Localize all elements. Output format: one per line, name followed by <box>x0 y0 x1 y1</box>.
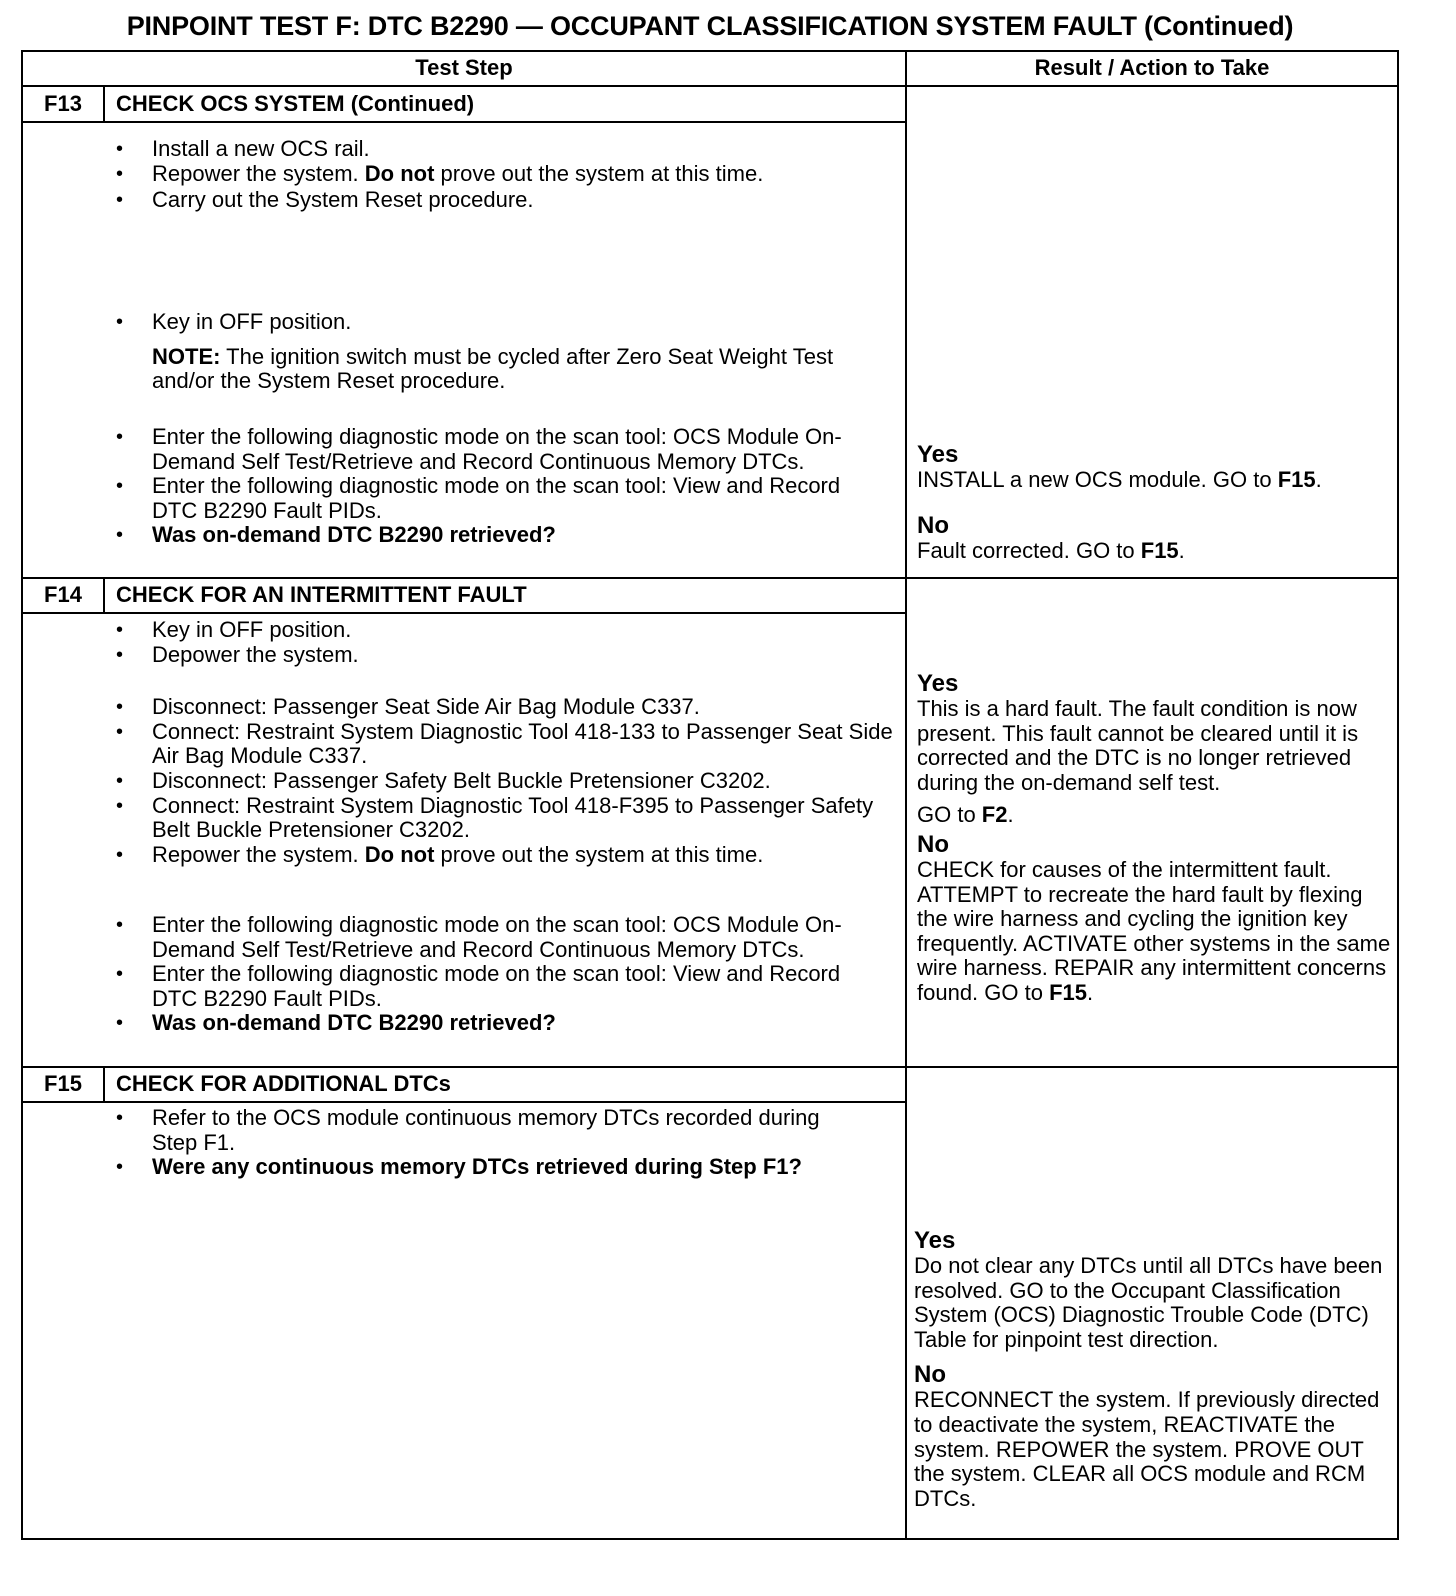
result-no-text: RECONNECT the system. If previously directed to deactivate the system, REACTIVATE the system. REPOWER the system. PROVE OUT the system. CLEAR all OCS module and RCM DTCs. <box>914 1387 1380 1511</box>
list-item: • Enter the following diagnostic mode on the scan tool: View and Record DTC B2290 Fault PIDs. <box>116 474 876 523</box>
f15-steps <box>116 1106 856 1180</box>
list-item: • Connect: Restraint System Diagnostic Tool 418-F395 to Passenger Safety Belt Buckle Pretensioner C3202. <box>116 794 896 843</box>
list-item: • Connect: Restraint System Diagnostic Tool 418-133 to Passenger Seat Side Air Bag Module C337. <box>116 720 896 769</box>
list-item: • Key in OFF position. <box>116 310 896 335</box>
result-no-label: No <box>917 511 949 539</box>
list-item: • Was on-demand DTC B2290 retrieved? <box>116 1011 876 1036</box>
step-id-f15: F15 <box>44 1071 82 1096</box>
note: NOTE: The ignition switch must be cycled after Zero Seat Weight Test and/or the System Reset procedure. <box>152 343 834 394</box>
result-no-text: Fault corrected. GO to F15. <box>917 537 1185 563</box>
result-yes-text: This is a hard fault. The fault condition is now present. This fault cannot be cleared until it is corrected and the DTC is no longer retrieved during the on-demand self test. <box>917 696 1359 795</box>
list-item: • Enter the following diagnostic mode on the scan tool: OCS Module On-Demand Self Test/Retrieve and Record Continuous Memory DTCs. <box>116 425 876 474</box>
list-item: • Were any continuous memory DTCs retrieved during Step F1? <box>116 1155 856 1180</box>
list-item: • Install a new OCS rail. <box>116 137 896 162</box>
result-yes-goto: GO to F2. <box>917 802 1014 828</box>
result-no-label: No <box>914 1361 946 1389</box>
step-id-f14: F14 <box>44 582 82 607</box>
step-title-f14: CHECK FOR AN INTERMITTENT FAULT <box>116 582 527 607</box>
list-item: • Disconnect: Passenger Seat Side Air Bag Module C337. <box>116 695 896 720</box>
page-title: PINPOINT TEST F: DTC B2290 — OCCUPANT CLASSIFICATION SYSTEM FAULT (Continued) <box>126 11 1294 41</box>
list-item: • Enter the following diagnostic mode on the scan tool: View and Record DTC B2290 Fault PIDs. <box>116 962 876 1011</box>
step-title-f15: CHECK FOR ADDITIONAL DTCs <box>116 1071 451 1096</box>
list-item: • Repower the system. Do not prove out the system at this time. <box>116 162 896 187</box>
f14-steps-diagnostic <box>116 913 876 1036</box>
header-result: Result / Action to Take <box>1034 55 1270 80</box>
result-no-text: CHECK for causes of the intermittent fault. ATTEMPT to recreate the hard fault by flexing the wire harness and cycling the ignition key frequently. ACTIVATE other systems in the same wire harness. REPAIR any intermittent concerns found. GO to F15. <box>917 856 1391 1005</box>
f14-steps <box>116 618 896 867</box>
result-yes-label: Yes <box>917 441 959 468</box>
list-item: • Key in OFF position. <box>116 618 896 643</box>
step-id-f13: F13 <box>44 91 82 116</box>
list-item: • Depower the system. <box>116 643 896 668</box>
list-item: • Was on-demand DTC B2290 retrieved? <box>116 523 876 548</box>
f13-steps-key-off <box>116 310 896 394</box>
list-item: • Repower the system. Do not prove out the system at this time. <box>116 843 896 868</box>
result-yes-text: INSTALL a new OCS module. GO to F15. <box>917 467 1322 492</box>
list-item: • Refer to the OCS module continuous memory DTCs recorded during Step F1. <box>116 1106 856 1155</box>
f13-steps-diagnostic <box>116 425 876 548</box>
list-item: • Disconnect: Passenger Safety Belt Buckle Pretensioner C3202. <box>116 769 896 794</box>
list-item: • Enter the following diagnostic mode on the scan tool: OCS Module On-Demand Self Test/Retrieve and Record Continuous Memory DTCs. <box>116 913 876 962</box>
result-yes-label: Yes <box>914 1227 956 1254</box>
f14-result <box>917 671 1393 1006</box>
f13-result <box>917 442 1393 563</box>
result-yes-text: Do not clear any DTCs until all DTCs have been resolved. GO to the Occupant Classification System (OCS) Diagnostic Trouble Code (DTC) Table for pinpoint test direction. <box>914 1253 1383 1352</box>
f15-result <box>914 1228 1394 1511</box>
result-no-label: No <box>917 830 949 858</box>
list-item: • Carry out the System Reset procedure. <box>116 188 896 213</box>
result-yes-label: Yes <box>917 670 959 697</box>
step-title-f13: CHECK OCS SYSTEM (Continued) <box>116 91 475 116</box>
f13-steps <box>116 137 896 213</box>
header-test-step: Test Step <box>415 55 513 80</box>
